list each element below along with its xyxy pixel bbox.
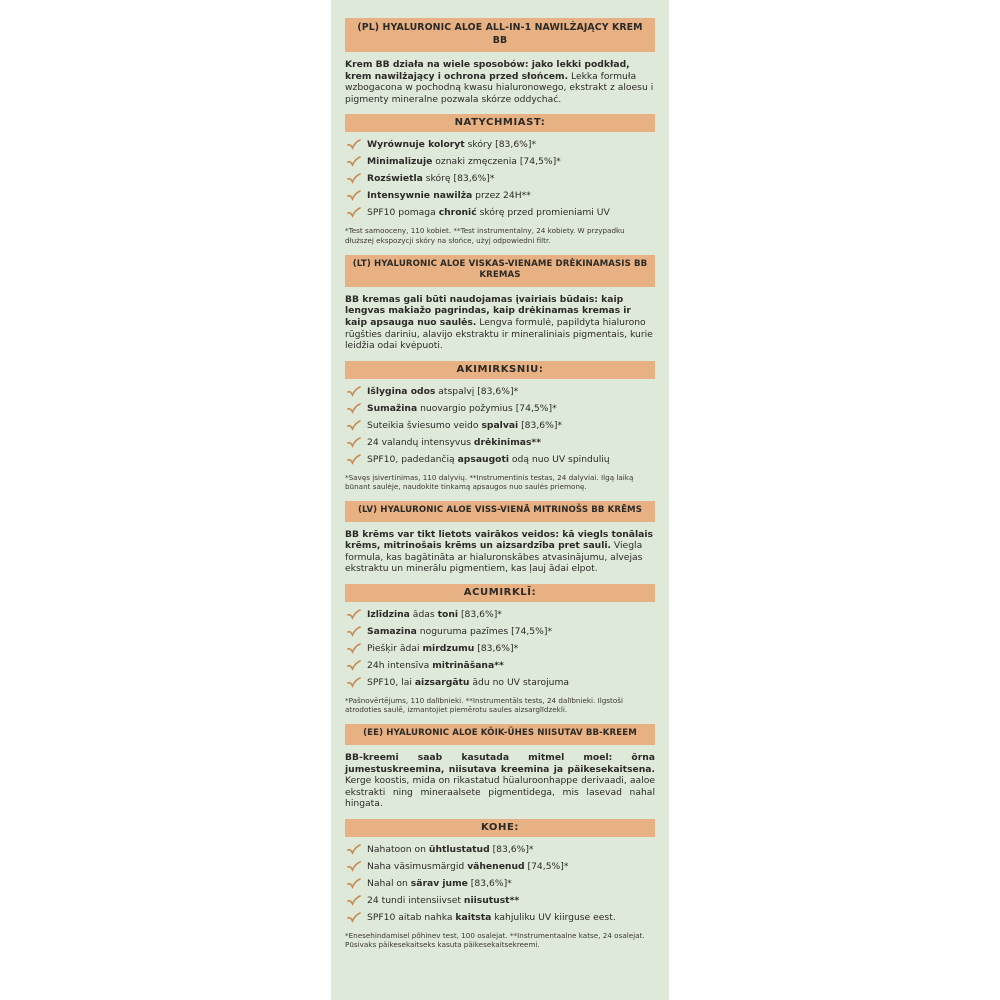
claim-text: Piešķir ādai mirdzumu [83,6%]* bbox=[367, 643, 519, 655]
spacer bbox=[345, 493, 655, 501]
footnote-pl: *Test samooceny, 110 kobiet. **Test instrumentalny, 24 kobiety. W przypadku dłuższej ekspozycji skóry na słońce, użyj odpowiedni filtr. bbox=[345, 226, 625, 245]
section-intro-lead-pl: Krem BB działa na wiele sposobów: jako lekki podkład, krem nawilżający i ochrona przed słońcem. bbox=[345, 59, 630, 82]
check-icon bbox=[347, 660, 361, 672]
check-icon bbox=[347, 609, 361, 621]
check-icon bbox=[347, 420, 361, 432]
claim-item bbox=[345, 437, 655, 454]
claims-list-lt bbox=[345, 386, 655, 471]
footnote-lt: *Savęs įsivertinimas, 110 dalyvių. **Instrumentinis testas, 24 dalyviai. Ilgą laiką būnant saulėje, naudokite tinkamą apsaugos nuo saulės priemonę. bbox=[345, 472, 634, 491]
section-intro-lead-lv: BB krēms var tikt lietots vairākos veidos: kā viegls tonālais krēms, mitrinošais krēms un aizsardzība pret sauli. bbox=[345, 528, 653, 552]
claim-text: Suteikia šviesumo veido spalvai [83,6%]* bbox=[367, 419, 563, 431]
language-section-lt bbox=[345, 255, 655, 491]
claim-item bbox=[345, 386, 655, 403]
claim-item bbox=[345, 173, 655, 190]
section-head-lv: ACUMIRKLĪ: bbox=[345, 584, 655, 602]
claim-text: Nahal on särav jume [83,6%]* bbox=[367, 877, 512, 889]
claim-item bbox=[345, 626, 655, 643]
claim-text: Samazina noguruma pazīmes [74,5%]* bbox=[367, 626, 553, 638]
check-icon bbox=[347, 173, 361, 185]
claims-list-ee bbox=[345, 844, 655, 929]
section-banner-lv: (LV) HYALURONIC ALOE VISS-VIENĀ MITRINOŠS BB KRĒMS bbox=[345, 501, 655, 522]
claim-text: Izlīdzina ādas toni [83,6%]* bbox=[367, 609, 502, 621]
check-icon bbox=[347, 437, 361, 449]
spacer bbox=[345, 716, 655, 724]
claim-item bbox=[345, 156, 655, 173]
check-icon bbox=[347, 190, 361, 202]
claim-item bbox=[345, 609, 655, 626]
check-icon bbox=[347, 677, 361, 689]
language-section-ee bbox=[345, 724, 655, 949]
check-icon bbox=[347, 139, 361, 151]
check-icon bbox=[347, 207, 361, 219]
language-section-lv bbox=[345, 501, 655, 714]
section-head-ee: KOHE: bbox=[345, 819, 655, 837]
claim-item bbox=[345, 454, 655, 471]
claim-text: Išlygina odos atspalvį [83,6%]* bbox=[367, 385, 519, 397]
section-intro-lead-lt: BB kremas gali būti naudojamas įvairiais būdais: kaip lengvas makiažo pagrindas, kaip drėkinamas kremas ir kaip apsauga nuo saulės. bbox=[345, 293, 631, 328]
claim-item bbox=[345, 878, 655, 895]
claim-item bbox=[345, 895, 655, 912]
check-icon bbox=[347, 386, 361, 398]
claim-text: SPF10, padedančią apsaugoti odą nuo UV spindulių bbox=[367, 453, 610, 465]
claim-text: Minimalizuje oznaki zmęczenia [74,5%]* bbox=[367, 156, 561, 168]
claim-text: Rozświetla skórę [83,6%]* bbox=[367, 173, 495, 185]
claim-item bbox=[345, 912, 655, 929]
claims-list-lv bbox=[345, 609, 655, 694]
claim-text: Intensywnie nawilża przez 24H** bbox=[367, 190, 531, 202]
check-icon bbox=[347, 895, 361, 907]
claim-text: Wyrównuje koloryt skóry [83,6%]* bbox=[367, 139, 537, 151]
claim-text: SPF10 aitab nahka kaitsta kahjuliku UV kiirguse eest. bbox=[367, 911, 616, 923]
claim-text: Naha väsimusmärgid vähenenud [74,5%]* bbox=[367, 860, 569, 872]
check-icon bbox=[347, 844, 361, 856]
section-intro-rest-lv: Viegla formula, kas bagātināta ar hialuronskābes atvasinājumu, alvejas ekstraktu un minerālu pigmentiem, kas ļauj ādai elpot. bbox=[345, 540, 643, 575]
check-icon bbox=[347, 626, 361, 638]
claim-text: 24 tundi intensiivset niisutust** bbox=[367, 894, 520, 906]
claim-item bbox=[345, 139, 655, 156]
claim-item bbox=[345, 861, 655, 878]
footnote-ee: *Enesehindamisel põhinev test, 100 osalejat. **Instrumentaalne katse, 24 osalejat. Pūsivaks päikesekaitseks kasuta päikesekaitsekreemi. bbox=[345, 930, 645, 950]
claim-item bbox=[345, 677, 655, 694]
check-icon bbox=[347, 156, 361, 168]
check-icon bbox=[347, 878, 361, 890]
claims-list-pl bbox=[345, 139, 655, 224]
section-intro-lv bbox=[345, 529, 655, 575]
section-banner-lt: (LT) HYALURONIC ALOE VISKAS-VIENAME DRĖKINAMASIS BB KREMAS bbox=[345, 255, 655, 287]
section-banner-ee: (EE) HYALURONIC ALOE KÕIK-ÜHES NIISUTAV BB-KREEM bbox=[345, 724, 655, 745]
section-intro-pl bbox=[345, 59, 655, 105]
section-intro-ee bbox=[345, 752, 655, 810]
footnote-lv: *Pašnovērtējums, 110 dalībnieki. **Instrumentāls tests, 24 dalībnieki. Ilgstoši atrodoties saulē, izmantojiet piemērotu saules aizsarglīdzekli. bbox=[345, 696, 623, 715]
claim-item bbox=[345, 403, 655, 420]
claim-item bbox=[345, 190, 655, 207]
check-icon bbox=[347, 403, 361, 415]
claim-text: Nahatoon on ühtlustatud [83,6%]* bbox=[367, 843, 534, 855]
label-content bbox=[345, 18, 655, 949]
language-section-pl bbox=[345, 18, 655, 245]
label-panel bbox=[331, 0, 669, 1000]
section-intro-lead-ee: BB-kreemi saab kasutada mitmel moel: õrna jumestuskreemina, niisutava kreemina ja päikesekaitsena. bbox=[345, 751, 655, 775]
claim-text: 24h intensīva mitrināšana** bbox=[367, 660, 504, 672]
claim-item bbox=[345, 207, 655, 224]
claim-item bbox=[345, 420, 655, 437]
section-head-lt: AKIMIRKSNIU: bbox=[345, 361, 655, 379]
check-icon bbox=[347, 861, 361, 873]
claim-item bbox=[345, 660, 655, 677]
section-intro-rest-lt: Lengva formulė, papildyta hialurono rūgšties dariniu, alavijo ekstraktu ir mineraliniais pigmentais, kurie leidžia odai kvėpuoti. bbox=[345, 316, 653, 352]
check-icon bbox=[347, 454, 361, 466]
section-intro-rest-ee: Kerge koostis, mida on rikastatud hüaluroonhappe derivaadi, aaloe ekstrakti ning mineraalsete pigmentidega, mis lasevad nahal hingata. bbox=[345, 775, 655, 810]
check-icon bbox=[347, 912, 361, 924]
claim-text: SPF10, lai aizsargātu ādu no UV starojuma bbox=[367, 677, 570, 689]
section-banner-pl: (PL) HYALURONIC ALOE ALL-IN-1 NAWILŻAJĄCY KREM BB bbox=[345, 18, 655, 52]
claim-item bbox=[345, 844, 655, 861]
section-intro-lt bbox=[345, 294, 655, 352]
claim-text: Sumažina nuovargio požymius [74,5%]* bbox=[367, 402, 557, 414]
spacer bbox=[345, 247, 655, 255]
claim-text: SPF10 pomaga chronić skórę przed promieniami UV bbox=[367, 207, 610, 219]
claim-text: 24 valandų intensyvus drėkinimas** bbox=[367, 436, 542, 448]
check-icon bbox=[347, 643, 361, 655]
section-head-pl: NATYCHMIAST: bbox=[345, 114, 655, 132]
section-intro-rest-pl: Lekka formuła wzbogacona w pochodną kwasu hialuronowego, ekstrakt z aloesu i pigmenty mineralne pozwala skórze oddychać. bbox=[345, 70, 654, 105]
claim-item bbox=[345, 643, 655, 660]
